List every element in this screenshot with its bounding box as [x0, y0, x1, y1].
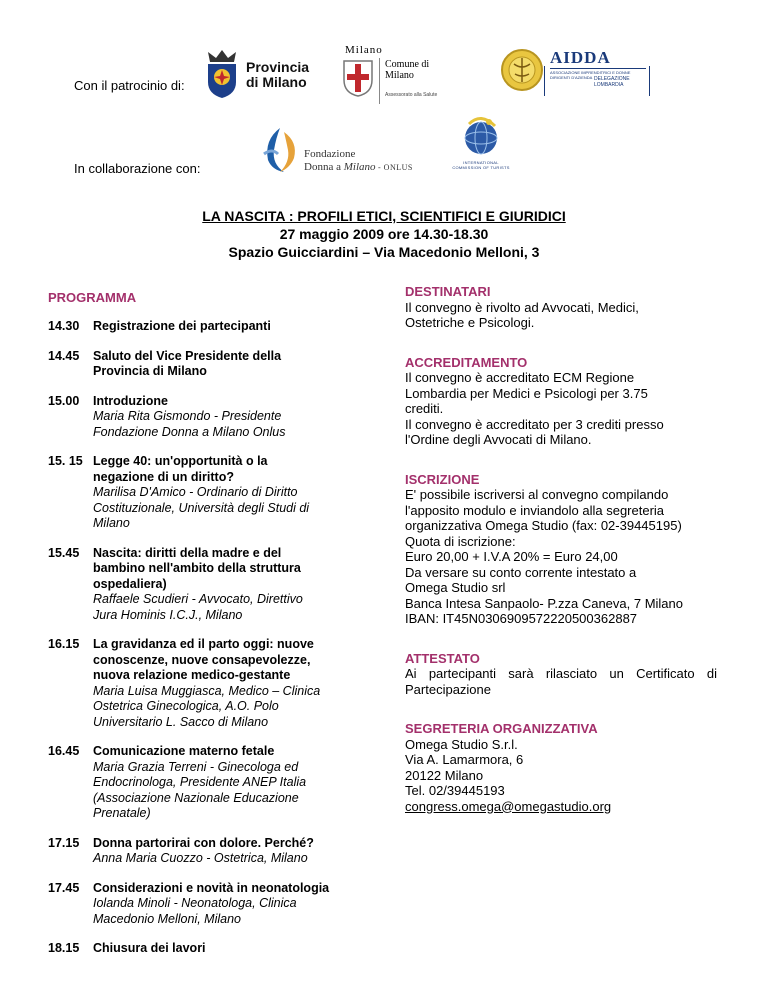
fondazione-line2: Donna a Milano - ONLUS: [304, 161, 413, 173]
international-commission-logo: [450, 114, 512, 180]
patrocinio-label: Con il patrocinio di:: [74, 78, 185, 93]
programma-time: 15.45: [48, 545, 80, 560]
programma-speaker: Maria Rita Gismondo - Presidente Fondazione Donna a Milano Onlus: [93, 409, 286, 439]
accreditamento-section: [405, 355, 717, 448]
programma-speaker: Anna Maria Cuozzo - Ostetrica, Milano: [93, 851, 308, 865]
programma-title: Introduzione: [93, 393, 168, 408]
programma-item: [48, 349, 368, 380]
programma-item: [48, 546, 368, 624]
programma-item: [48, 637, 368, 730]
programma-item: [48, 394, 368, 441]
programma-speaker: Maria Grazia Terreni - Ginecologa ed Endocrinologa, Presidente ANEP Italia (Associazione Nazionale Educazione Prenatale): [93, 759, 307, 820]
aidda-name: AIDDA: [550, 48, 611, 67]
iscrizione-text: E' possibile iscriversi al convegno compilando l'apposito modulo e inviandolo alla segreteria organizzativa Omega Studio (fax: 02-39445195) Quota di iscrizione: Euro 20,00 + I.V.A 20% = Euro 24,00 Da versare su conto corrente intestato a Omega Studio srl Banca Intesa Sanpaolo- P.zza Caneva, 7 Milano IBAN: IT45N0306909572220500362887: [405, 487, 683, 626]
programma-item: [48, 319, 368, 335]
segreteria-email-link[interactable]: congress.omega@omegastudio.org: [405, 798, 612, 814]
programma-title: La gravidanza ed il parto oggi: nuove conoscenze, nuove consapevolezze, nuova relazione medico-gestante: [93, 637, 314, 682]
comune-city-text: Milano: [345, 44, 383, 56]
iscrizione-section: [405, 472, 717, 627]
programma-time: 17.15: [48, 835, 80, 850]
provincia-crest-icon: [202, 48, 242, 100]
event-date: 27 maggio 2009 ore 14.30-18.30: [279, 226, 489, 242]
comune-shield-icon: [341, 58, 375, 98]
comune-divider: [379, 58, 380, 104]
destinatari-text: Il convegno è rivolto ad Avvocati, Medici, Ostetriche e Psicologi.: [405, 299, 639, 330]
programma-time: 16.45: [48, 744, 80, 758]
programma-time: 17.45: [48, 880, 80, 895]
attestato-heading: ATTESTATO: [405, 650, 480, 666]
segreteria-section: [405, 721, 717, 814]
comune-di-milano-logo: [335, 44, 445, 104]
programma-title: Registrazione dei partecipanti: [93, 319, 271, 333]
aidda-subtitle: ASSOCIAZIONE IMPRENDITRICI E DONNE DIRIGENTI D'AZIENDA: [550, 70, 631, 80]
programma-title: Saluto del Vice Presidente della Provincia di Milano: [93, 348, 282, 378]
aidda-emblem-icon: [500, 48, 544, 92]
programma-speaker: Marilisa D'Amico - Ordinario di Diritto Costituzionale, Università degli Studi di Milano: [93, 485, 310, 530]
segreteria-heading: SEGRETERIA ORGANIZZATIVA: [405, 721, 598, 736]
globe-icon: [459, 114, 503, 158]
programma-speaker: Raffaele Scudieri - Avvocato, Direttivo Jura Hominis I.C.J., Milano: [93, 592, 303, 622]
aidda-delegazione: DELEGAZIONE LOMBARDIA: [594, 76, 630, 88]
programma-time: 15.00: [48, 393, 80, 408]
fondazione-line1: Fondazione: [304, 148, 356, 160]
programma-time: 14.45: [48, 348, 80, 363]
programma-title: Donna partorirai con dolore. Perché?: [93, 835, 314, 850]
programma-title: Nascita: diritti della madre e del bambino nell'ambito della struttura ospedaliera): [93, 545, 301, 591]
attestato-text: Ai partecipanti sarà rilasciato un Certificato di Partecipazione: [405, 666, 717, 697]
programma-title: Comunicazione materno fetale: [93, 744, 275, 758]
programma-item: [48, 881, 368, 928]
programma-item: [48, 744, 368, 822]
provincia-di-milano-logo: [200, 42, 322, 102]
programma-item: [48, 941, 368, 957]
programma-title: Legge 40: un'opportunità o la negazione di un diritto?: [93, 454, 268, 484]
programma-time: 15. 15: [48, 454, 83, 468]
programma-time: 14.30: [48, 319, 80, 333]
event-venue: Spazio Guicciardini – Via Macedonio Melloni, 3: [228, 244, 540, 260]
programma-time: 16.15: [48, 637, 80, 651]
fondazione-donna-a-milano-logo: [258, 124, 413, 176]
comune-assessorato-text: Assessorato alla Salute: [385, 92, 438, 98]
international-commission-caption: INTERNATIONAL COMMISSION OF TURISTS: [452, 160, 510, 170]
iscrizione-heading: ISCRIZIONE: [405, 471, 480, 487]
programma-time: 18.15: [48, 941, 80, 955]
programma-title: Chiusura dei lavori: [93, 941, 206, 955]
programma-title: Considerazioni e novità in neonatologia: [93, 880, 330, 895]
programma-item: [48, 836, 368, 867]
destinatari-heading: DESTINATARI: [405, 284, 491, 299]
comune-name-text: Comune di Milano: [385, 59, 430, 81]
accreditamento-text: Il convegno è accreditato ECM Regione Lombardia per Medici e Psicologi per 3.75 crediti. Il convegno è accreditato per 3 crediti presso l'Ordine degli Avvocati di Milano.: [405, 370, 664, 447]
event-title-block: [0, 207, 768, 261]
provincia-logo-text: Provincia di Milano: [246, 59, 310, 90]
segreteria-text: Omega Studio S.r.l. Via A. Lamarmora, 6 20122 Milano Tel. 02/39445193: [405, 736, 524, 798]
event-title: LA NASCITA : PROFILI ETICI, SCIENTIFICI E GIURIDICI: [202, 208, 566, 224]
accreditamento-heading: ACCREDITAMENTO: [405, 354, 528, 370]
attestato-section: [405, 651, 717, 698]
fondazione-swoosh-icon: [258, 124, 302, 176]
collaborazione-label: In collaborazione con:: [74, 161, 201, 176]
programma-speaker: Maria Luisa Muggiasca, Medico – Clinica Ostetrica Ginecologica, A.O. Polo Universitario L. Sacco di Milano: [93, 683, 321, 729]
programma-heading: PROGRAMMA: [48, 290, 137, 305]
info-column: [405, 284, 717, 838]
programma-item: [48, 454, 368, 532]
destinatari-section: [405, 284, 717, 331]
programma-column: [48, 288, 368, 971]
programma-speaker: Iolanda Minoli - Neonatologa, Clinica Macedonio Melloni, Milano: [93, 896, 297, 926]
aidda-logo: [500, 46, 650, 98]
